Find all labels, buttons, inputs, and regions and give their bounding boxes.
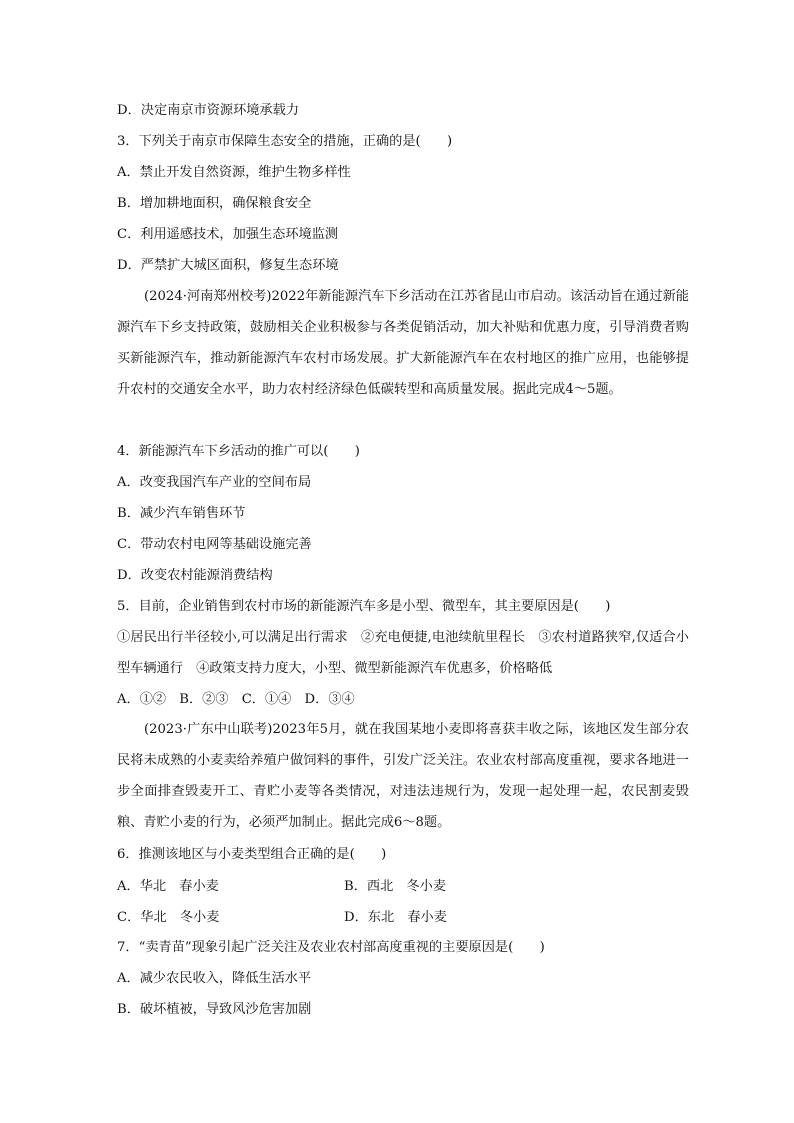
q3-option-b: B．增加耕地面积，确保粮食安全 [117, 196, 312, 211]
q3-option-d: D．严禁扩大城区面积，修复生态环境 [117, 258, 339, 273]
q5-stem: 5．目前，企业销售到农村市场的新能源汽车多是小型、微型车，其主要原因是( ) [117, 599, 611, 614]
q4-option-a: A．改变我国汽车产业的空间布局 [117, 475, 312, 490]
q4-stem: 4．新能源汽车下乡活动的推广可以( ) [117, 444, 360, 459]
q6-option-a: A．华北 春小麦 [117, 879, 219, 894]
q6-option-b: B．西北 冬小麦 [344, 879, 447, 894]
q3-option-a: A．禁止开发自然资源，维护生物多样性 [117, 165, 351, 180]
q4-option-d: D．改变农村能源消费结构 [117, 568, 273, 583]
q4-option-b: B．减少汽车销售环节 [117, 506, 246, 521]
passage-wheat: (2023·广东中山联考)2023年5月，就在我国某地小麦即将喜获丰收之际，该地区发生部分农民将未成熟的小麦卖给养殖户做饲料的事件，引发广泛关注。农业农村部高度重视，要求各地进一步全面排查毁麦开工、青贮小麦等各类情况，对违法违规行为，发现一起处理一起，农民割麦毁粮、青贮小麦的行为，必须严加制止。据此完成6～8题。 [117, 722, 689, 830]
passage-ev-countryside: (2024·河南郑州校考)2022年新能源汽车下乡活动在江苏省昆山市启动。该活动旨在通过新能源汽车下乡支持政策，鼓励相关企业积极参与各类促销活动，加大补贴和优惠力度，引导消费者购买新能源汽车，推动新能源汽车农村市场发展。扩大新能源汽车在农村地区的推广应用，也能够提升农村的交通安全水平，助力农村经济绿色低碳转型和高质量发展。据此完成4～5题。 [117, 289, 689, 397]
q7-stem: 7．“卖青苗”现象引起广泛关注及农业农村部高度重视的主要原因是( ) [117, 940, 545, 955]
q5-statements: ①居民出行半径较小,可以满足出行需求 ②充电便捷,电池续航里程长 ③农村道路狭窄,仅适合小型车辆通行 ④政策支持力度大，小型、微型新能源汽车优惠多，价格略低 [117, 630, 689, 676]
q3-stem: 3．下列关于南京市保障生态安全的措施，正确的是( ) [117, 134, 453, 149]
q7-option-a: A．减少农民收入，降低生活水平 [117, 971, 312, 986]
q4-option-c: C．带动农村电网等基础设施完善 [117, 537, 312, 552]
q6-option-d: D．东北 春小麦 [344, 910, 447, 925]
q3-option-c: C．利用遥感技术，加强生态环境监测 [117, 227, 339, 242]
q6-stem: 6．推测该地区与小麦类型组合正确的是( ) [117, 847, 387, 862]
q7-option-b: B．破坏植被，导致风沙危害加剧 [117, 1002, 312, 1017]
q6-option-c: C．华北 冬小麦 [117, 910, 220, 925]
q5-choices: A．①② B．②③ C．①④ D．③④ [117, 692, 355, 707]
q2-option-d: D．决定南京市资源环境承载力 [117, 103, 300, 118]
